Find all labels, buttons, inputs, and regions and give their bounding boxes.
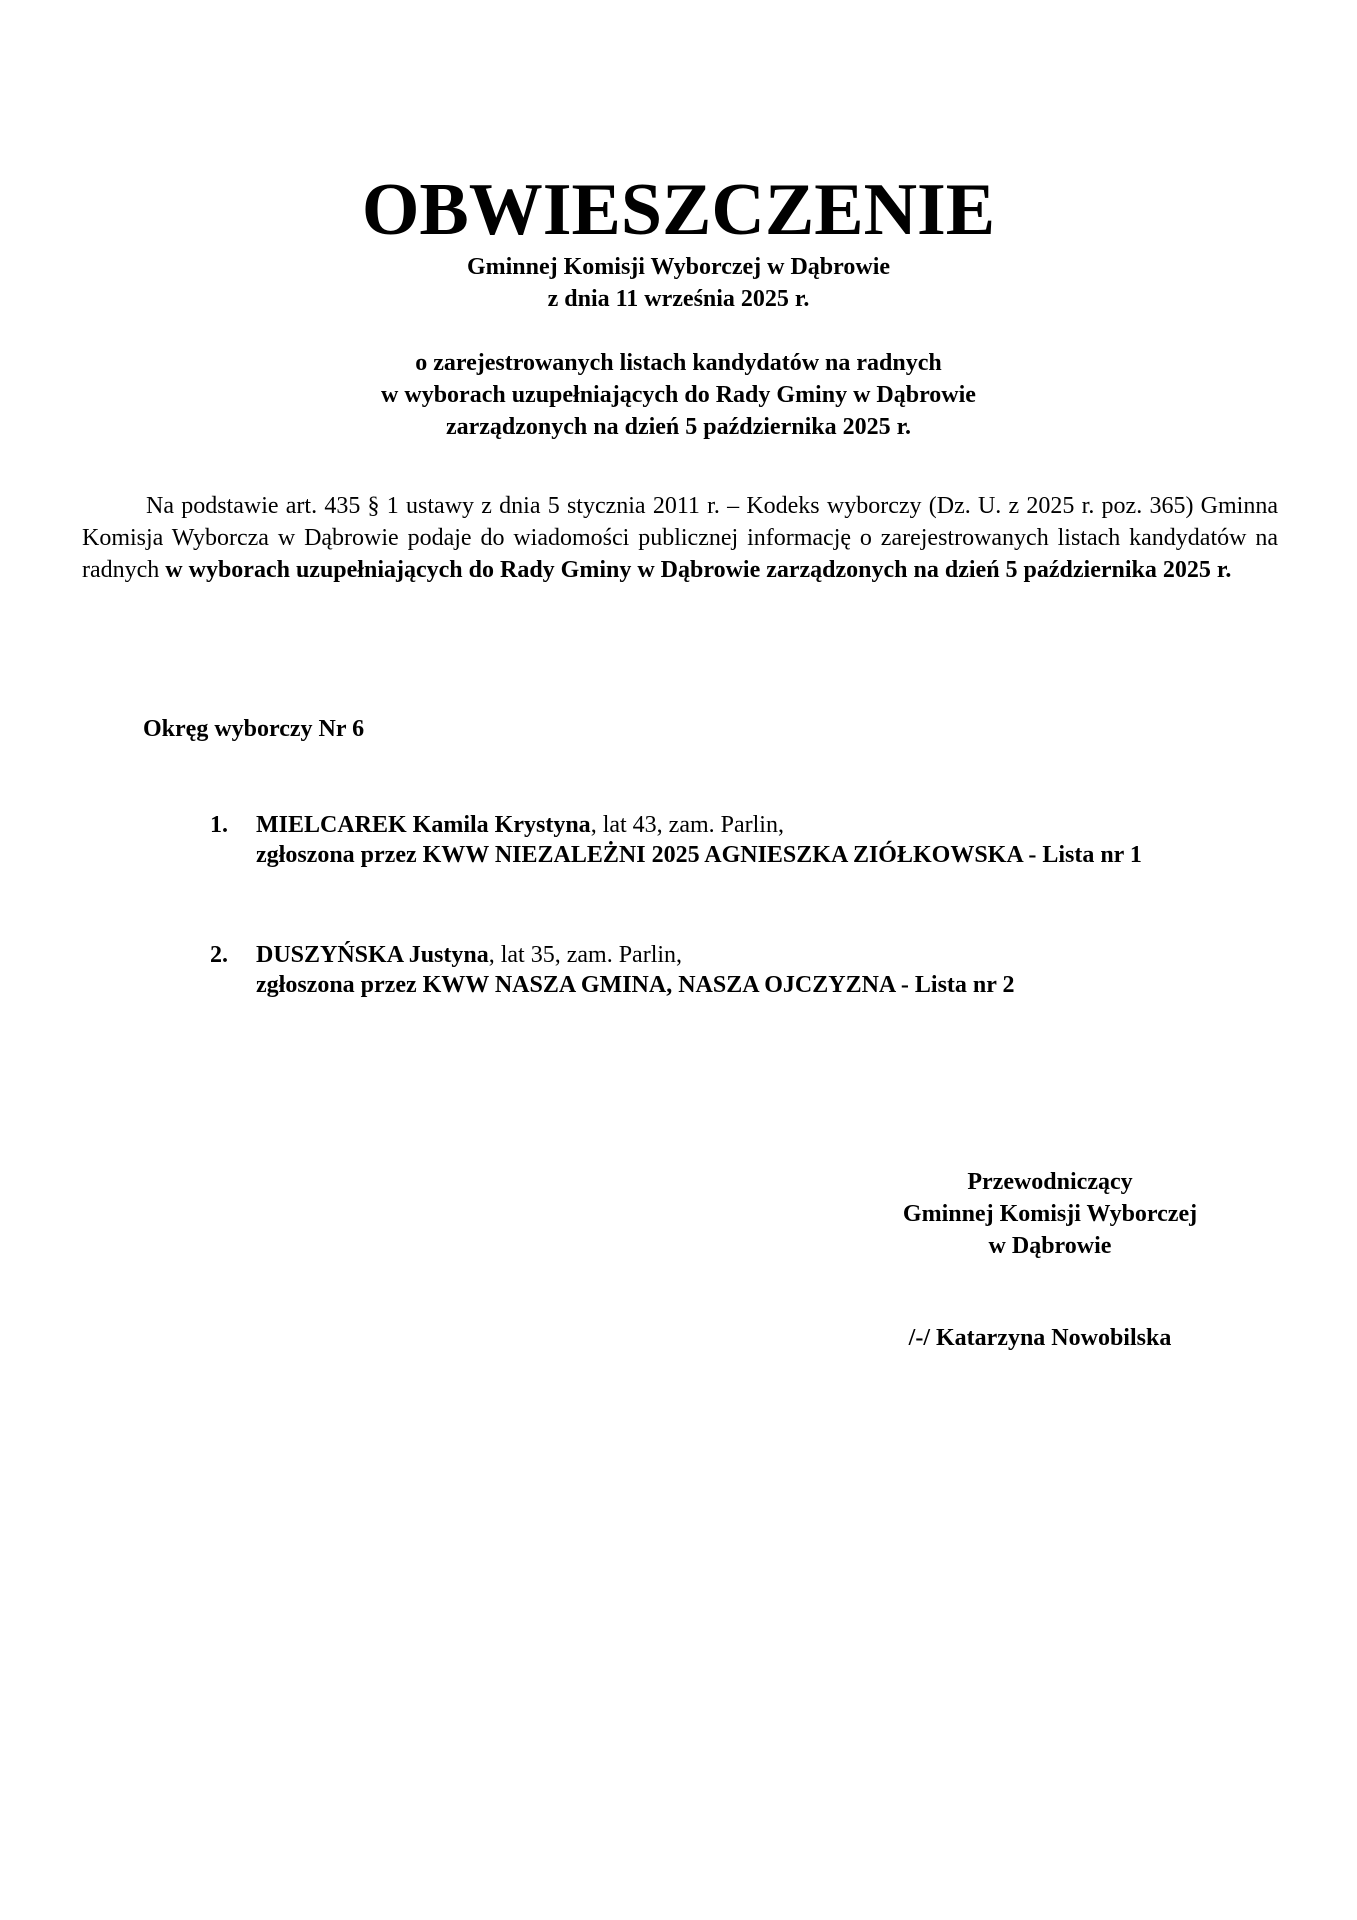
candidate-nomination: zgłoszona przez KWW NASZA GMINA, NASZA OJCZYZNA - Lista nr 2 (256, 972, 1015, 998)
candidate-name: DUSZYŃSKA Justyna (256, 942, 489, 968)
paragraph-text: Na podstawie art. 435 § 1 ustawy z dnia 5 stycznia 2011 r. – Kodeks wyborczy (Dz. U. z 2025 r. poz. 365) Gminna Komisja Wyborcza w Dąbrowie podaje do wiadomości publicznej informację o zarejestrowanych listach kandydatów na radnych (82, 493, 1278, 583)
subject-line-1: o zarejestrowanych listach kandydatów na radnych (415, 350, 942, 376)
document-title: OBWIESZCZENIE (361, 169, 996, 251)
issuer-line: Gminnej Komisji Wyborczej w Dąbrowie (466, 254, 891, 280)
signature-body-line-2: w Dąbrowie (988, 1233, 1112, 1259)
candidate-nomination: zgłoszona przez KWW NIEZALEŻNI 2025 AGNIESZKA ZIÓŁKOWSKA - Lista nr 1 (256, 842, 1142, 868)
candidate-number: 1. (210, 812, 228, 838)
electoral-district: Okręg wyborczy Nr 6 (143, 716, 365, 742)
subject-line-3: zarządzonych na dzień 5 października 2025 r. (445, 414, 912, 440)
signature-body-line-1: Gminnej Komisji Wyborczej (902, 1201, 1198, 1227)
signature-role: Przewodniczący (967, 1169, 1133, 1195)
subject-line-2: w wyborach uzupełniających do Rady Gminy w Dąbrowie (381, 382, 976, 408)
candidate-details: , lat 43, zam. Parlin, (590, 812, 784, 838)
paragraph-bold-text: w wyborach uzupełniających do Rady Gminy w Dąbrowie zarządzonych na dzień 5 października 2025 r. (165, 557, 1232, 583)
candidate-name: MIELCAREK Kamila Krystyna (256, 812, 591, 838)
signature-name: /-/ Katarzyna Nowobilska (908, 1325, 1172, 1351)
legal-basis-paragraph (82, 490, 1278, 586)
candidate-details: , lat 35, zam. Parlin, (488, 942, 683, 968)
date-line: z dnia 11 września 2025 r. (547, 286, 810, 312)
candidate-number: 2. (210, 942, 228, 968)
